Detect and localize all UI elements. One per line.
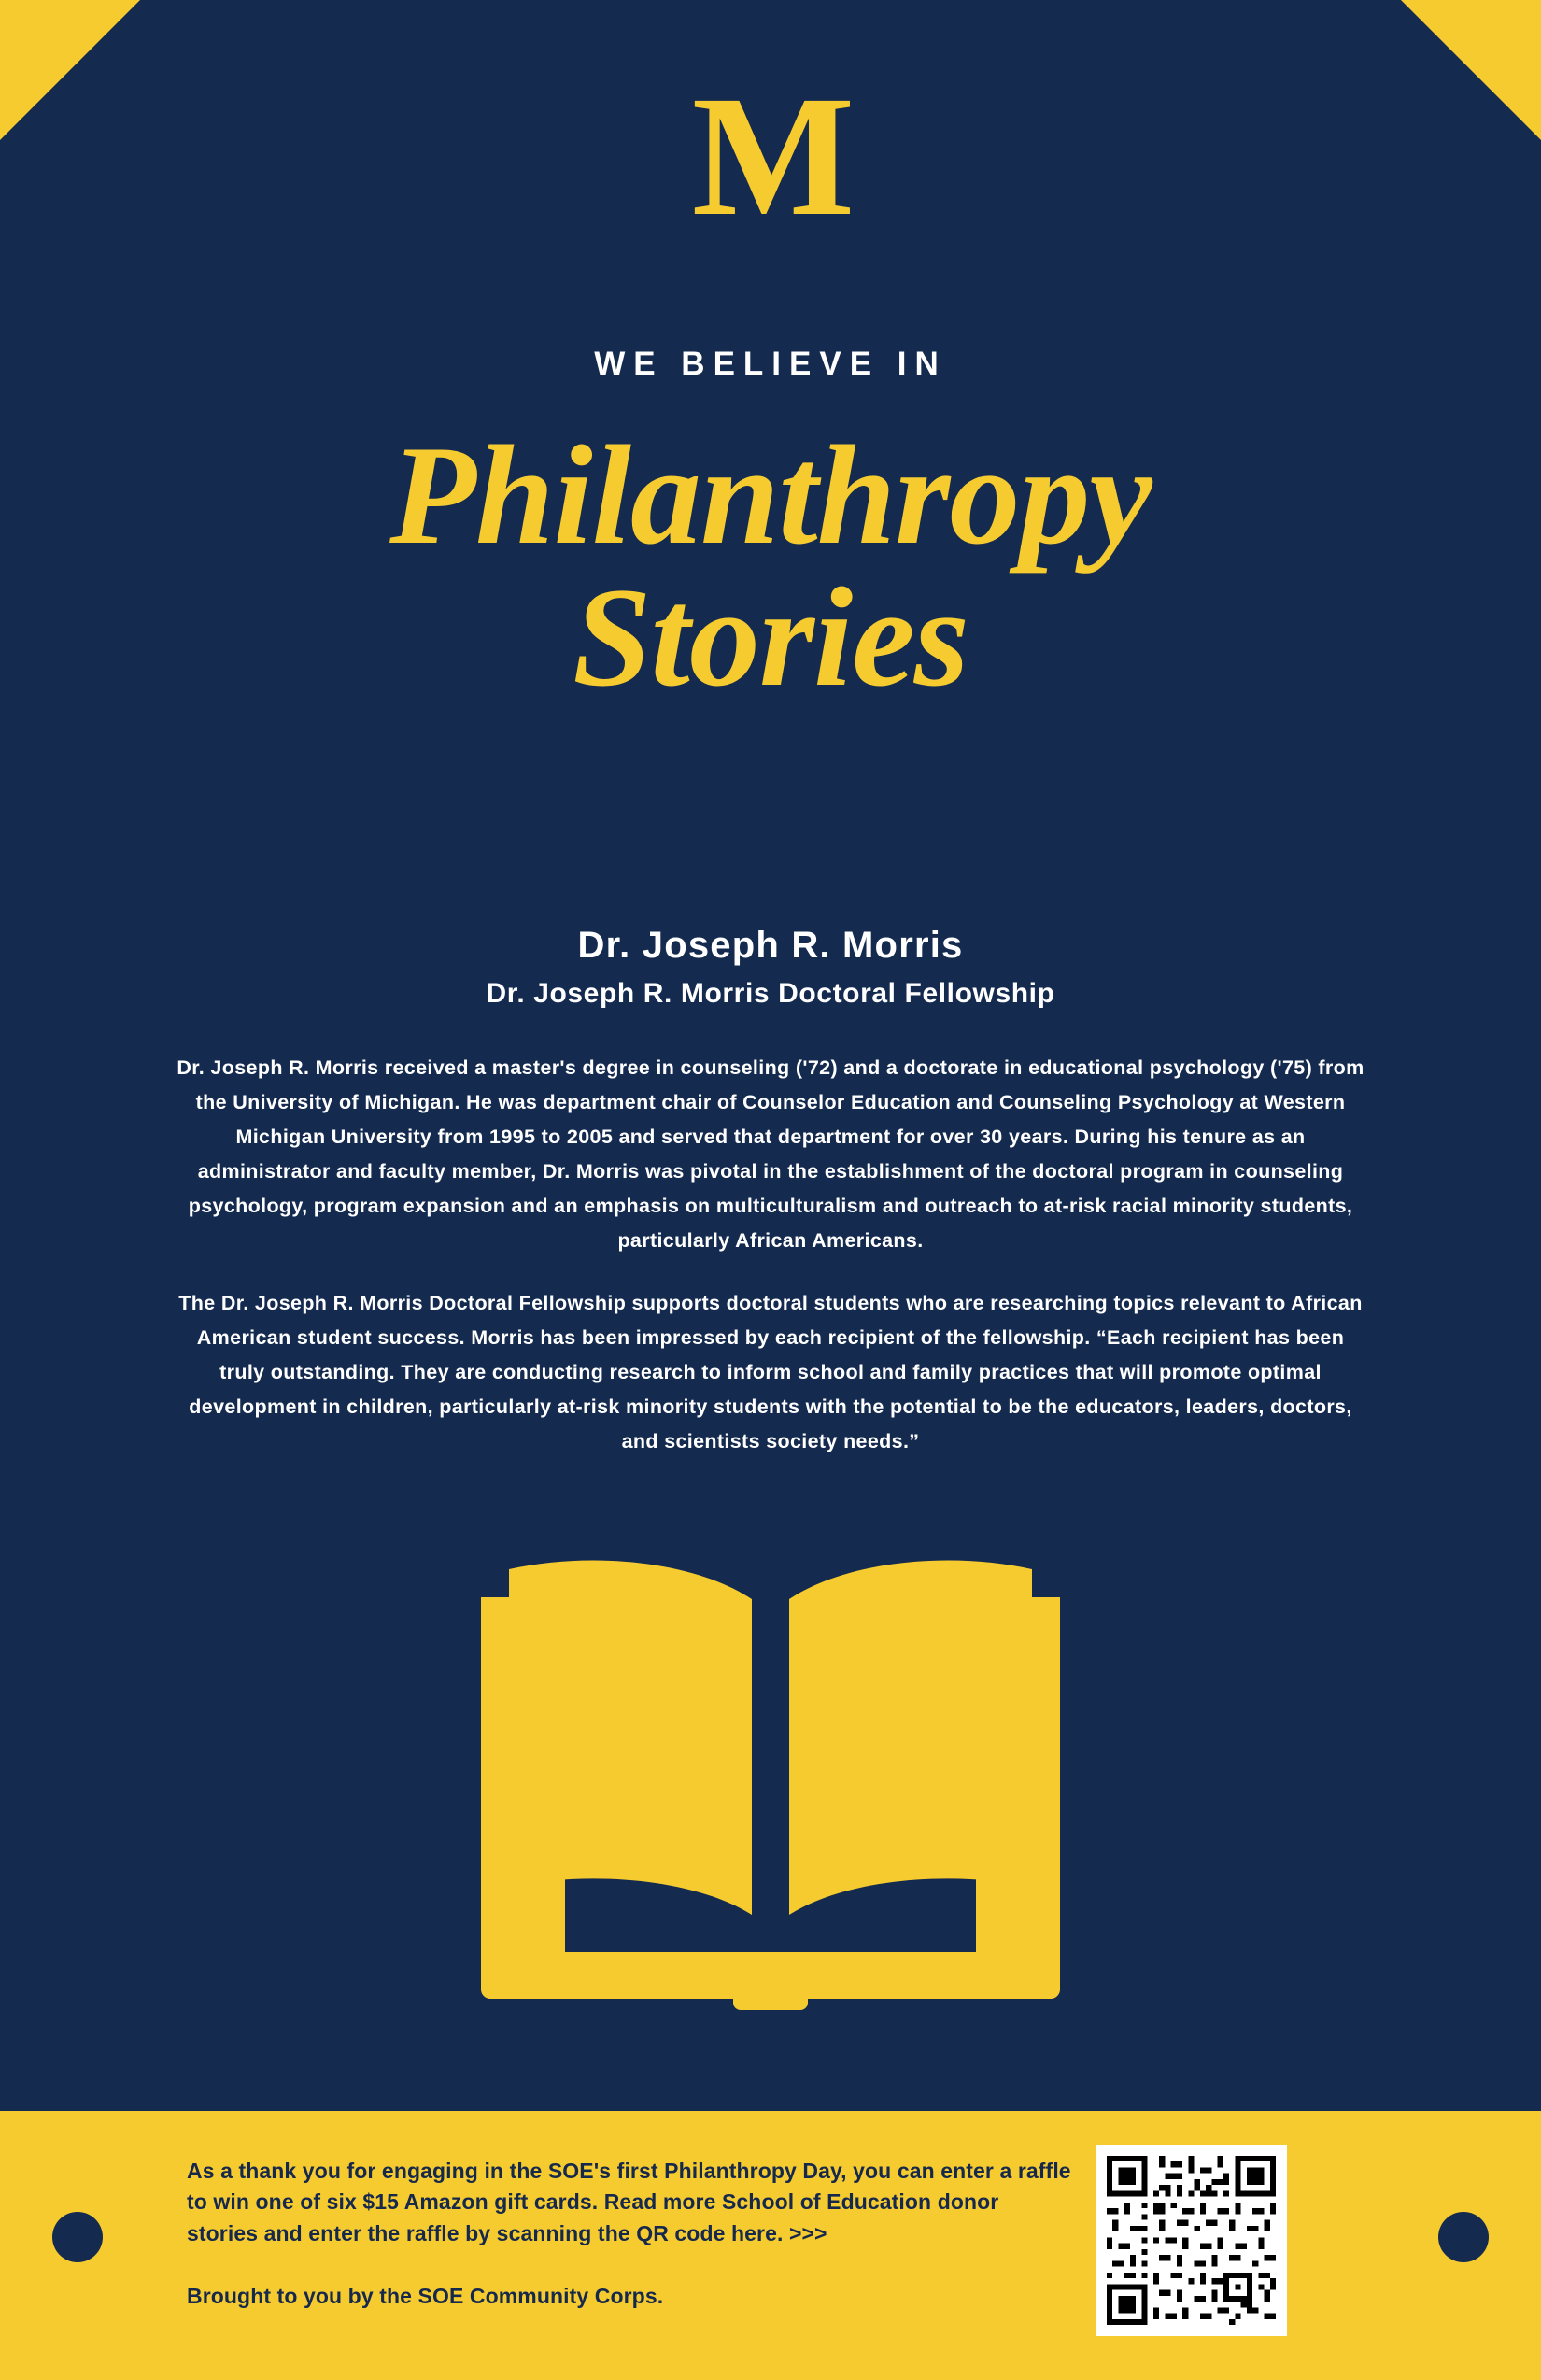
open-book-icon [472, 1541, 1069, 2027]
paragraph-1: Dr. Joseph R. Morris received a master's degree in counseling ('72) and a doctorate in educational psychology ('75) from the University of Michigan. He was department chair of Counselor Education and Counseling Psychology at Western Michigan University from 1995 to 2005 and served that department for over 30 years. During his tenure as an administrator and faculty member, Dr. Morris was pivotal in the establishment of the doctoral program in counseling psychology, program expansion and an emphasis on multiculturalism and outreach to at-risk racial minority students, particularly African Americans. [177, 1056, 1364, 1252]
university-of-michigan-m-logo: M [691, 61, 850, 252]
eyebrow-text: WE BELIEVE IN [594, 346, 947, 382]
title-line-1: Philanthropy [389, 417, 1152, 574]
body-copy [173, 1051, 1368, 1459]
paragraph-2: The Dr. Joseph R. Morris Doctoral Fellowship supports doctoral students who are researching topics relevant to African American student success. Morris has been impressed by each recipient of the fellowship. “Each recipient has been truly outstanding. They are conducting research to inform school and family practices that will promote optimal development in children, particularly at-risk minority students with the potential to be the educators, leaders, doctors, and scientists society needs.” [178, 1291, 1363, 1452]
credit-text: Brought to you by the SOE Community Corps. [187, 2284, 664, 2309]
fund-name: Dr. Joseph R. Morris Doctoral Fellowship [486, 978, 1055, 1009]
footer-text-block [187, 2156, 1074, 2312]
donor-name: Dr. Joseph R. Morris [577, 925, 964, 966]
decorative-dot-left [52, 2212, 103, 2262]
logo-container [0, 61, 1541, 252]
page-title [0, 417, 1541, 715]
qr-code[interactable] [1096, 2145, 1287, 2336]
qr-code-image [1107, 2156, 1276, 2325]
illustration-container [0, 1541, 1541, 2027]
footer-bar [0, 2111, 1541, 2380]
headline-block [0, 346, 1541, 715]
decorative-dot-right [1438, 2212, 1489, 2262]
title-line-2: Stories [573, 559, 968, 715]
profile-heading [0, 925, 1541, 1010]
raffle-text: As a thank you for engaging in the SOE's first Philanthropy Day, you can enter a raffle to win one of six $15 Amazon gift cards. Read more School of Education donor stories and enter the raffle by scanning the QR code here. >>> [187, 2159, 1071, 2245]
